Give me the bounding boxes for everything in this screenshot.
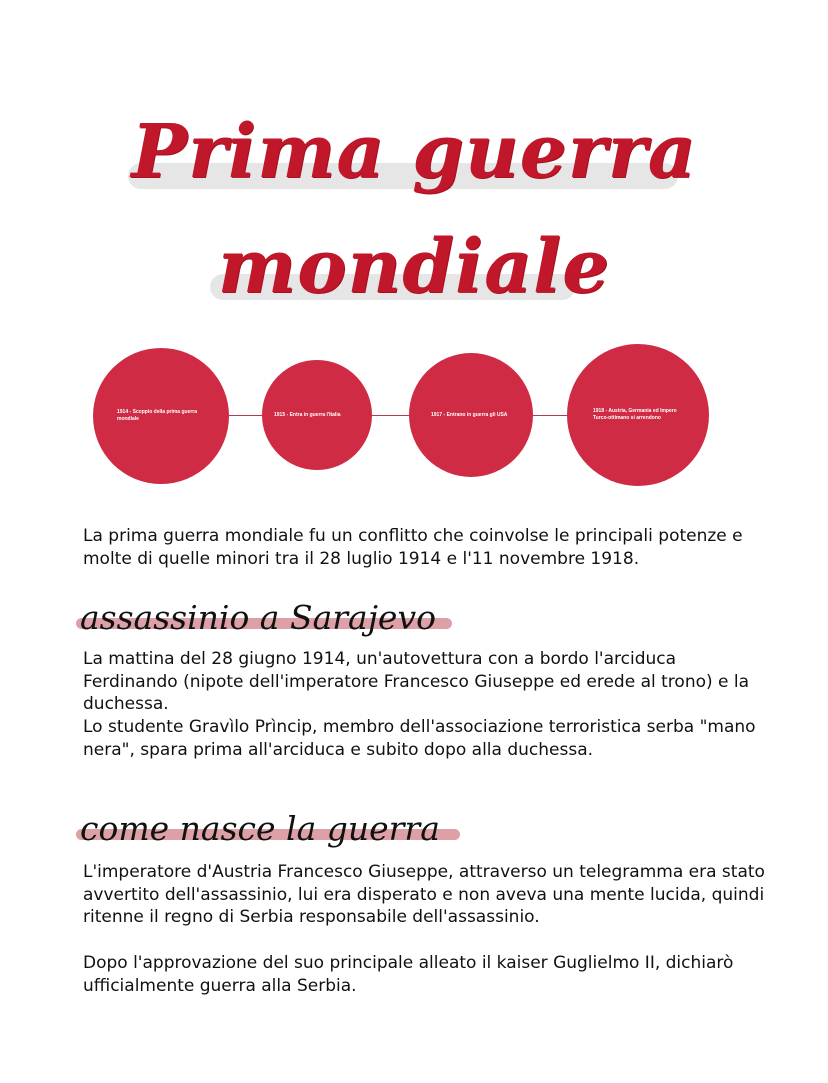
timeline	[0, 340, 828, 500]
page-title-line-2: mondiale	[217, 224, 611, 310]
section-heading-text: come nasce la guerra	[80, 809, 440, 848]
timeline-connector	[371, 415, 411, 416]
timeline-connector	[228, 415, 263, 416]
timeline-label: 1914 - Scoppio della prima guerra mondiale	[117, 409, 198, 422]
page-title-line-1: Prima guerra	[131, 109, 697, 195]
timeline-label: 1918 - Austria, Germania ed Impero Turco-ottimano si arrendono	[593, 408, 677, 421]
section-heading-sarajevo	[80, 598, 436, 637]
timeline-label: 1917 - Entrano in guerra gli USA	[431, 411, 508, 418]
timeline-circle-1917	[409, 353, 533, 477]
timeline-circle-1915	[262, 360, 372, 470]
section-1-paragraph-1: La mattina del 28 giugno 1914, un'autovettura con a bordo l'arciduca Ferdinando (nipote dell'imperatore Francesco Giuseppe ed erede al trono) e la duchessa.	[83, 649, 750, 714]
intro-paragraph: La prima guerra mondiale fu un conflitto che coinvolse le principali potenze e molte di quelle minori tra il 28 luglio 1914 e l'11 novembre 1918.	[83, 526, 743, 569]
title-line-1-wrap	[0, 109, 828, 195]
section-2-paragraph-2: Dopo l'approvazione del suo principale alleato il kaiser Guglielmo II, dichiarò ufficialmente guerra alla Serbia.	[83, 953, 734, 996]
title-line-2-wrap	[0, 224, 828, 310]
timeline-circle-1914	[93, 348, 229, 484]
section-heading-guerra	[80, 809, 440, 848]
section-2-paragraph-1: L'imperatore d'Austria Francesco Giuseppe, attraverso un telegramma era stato avvertito dell'assassinio, lui era disperato e non aveva una mente lucida, quindi ritenne il regno di Serbia responsabile dell'assassinio.	[83, 862, 765, 927]
timeline-circle-1918	[567, 344, 709, 486]
section-1-paragraph-2: Lo studente Gravìlo Prìncip, membro dell'associazione terroristica serba "mano nera", spara prima all'arciduca e subito dopo alla duchessa.	[83, 717, 756, 760]
timeline-connector	[530, 415, 570, 416]
section-heading-text: assassinio a Sarajevo	[80, 598, 436, 637]
timeline-label: 1915 - Entra in guerra l'Italia	[274, 411, 341, 418]
